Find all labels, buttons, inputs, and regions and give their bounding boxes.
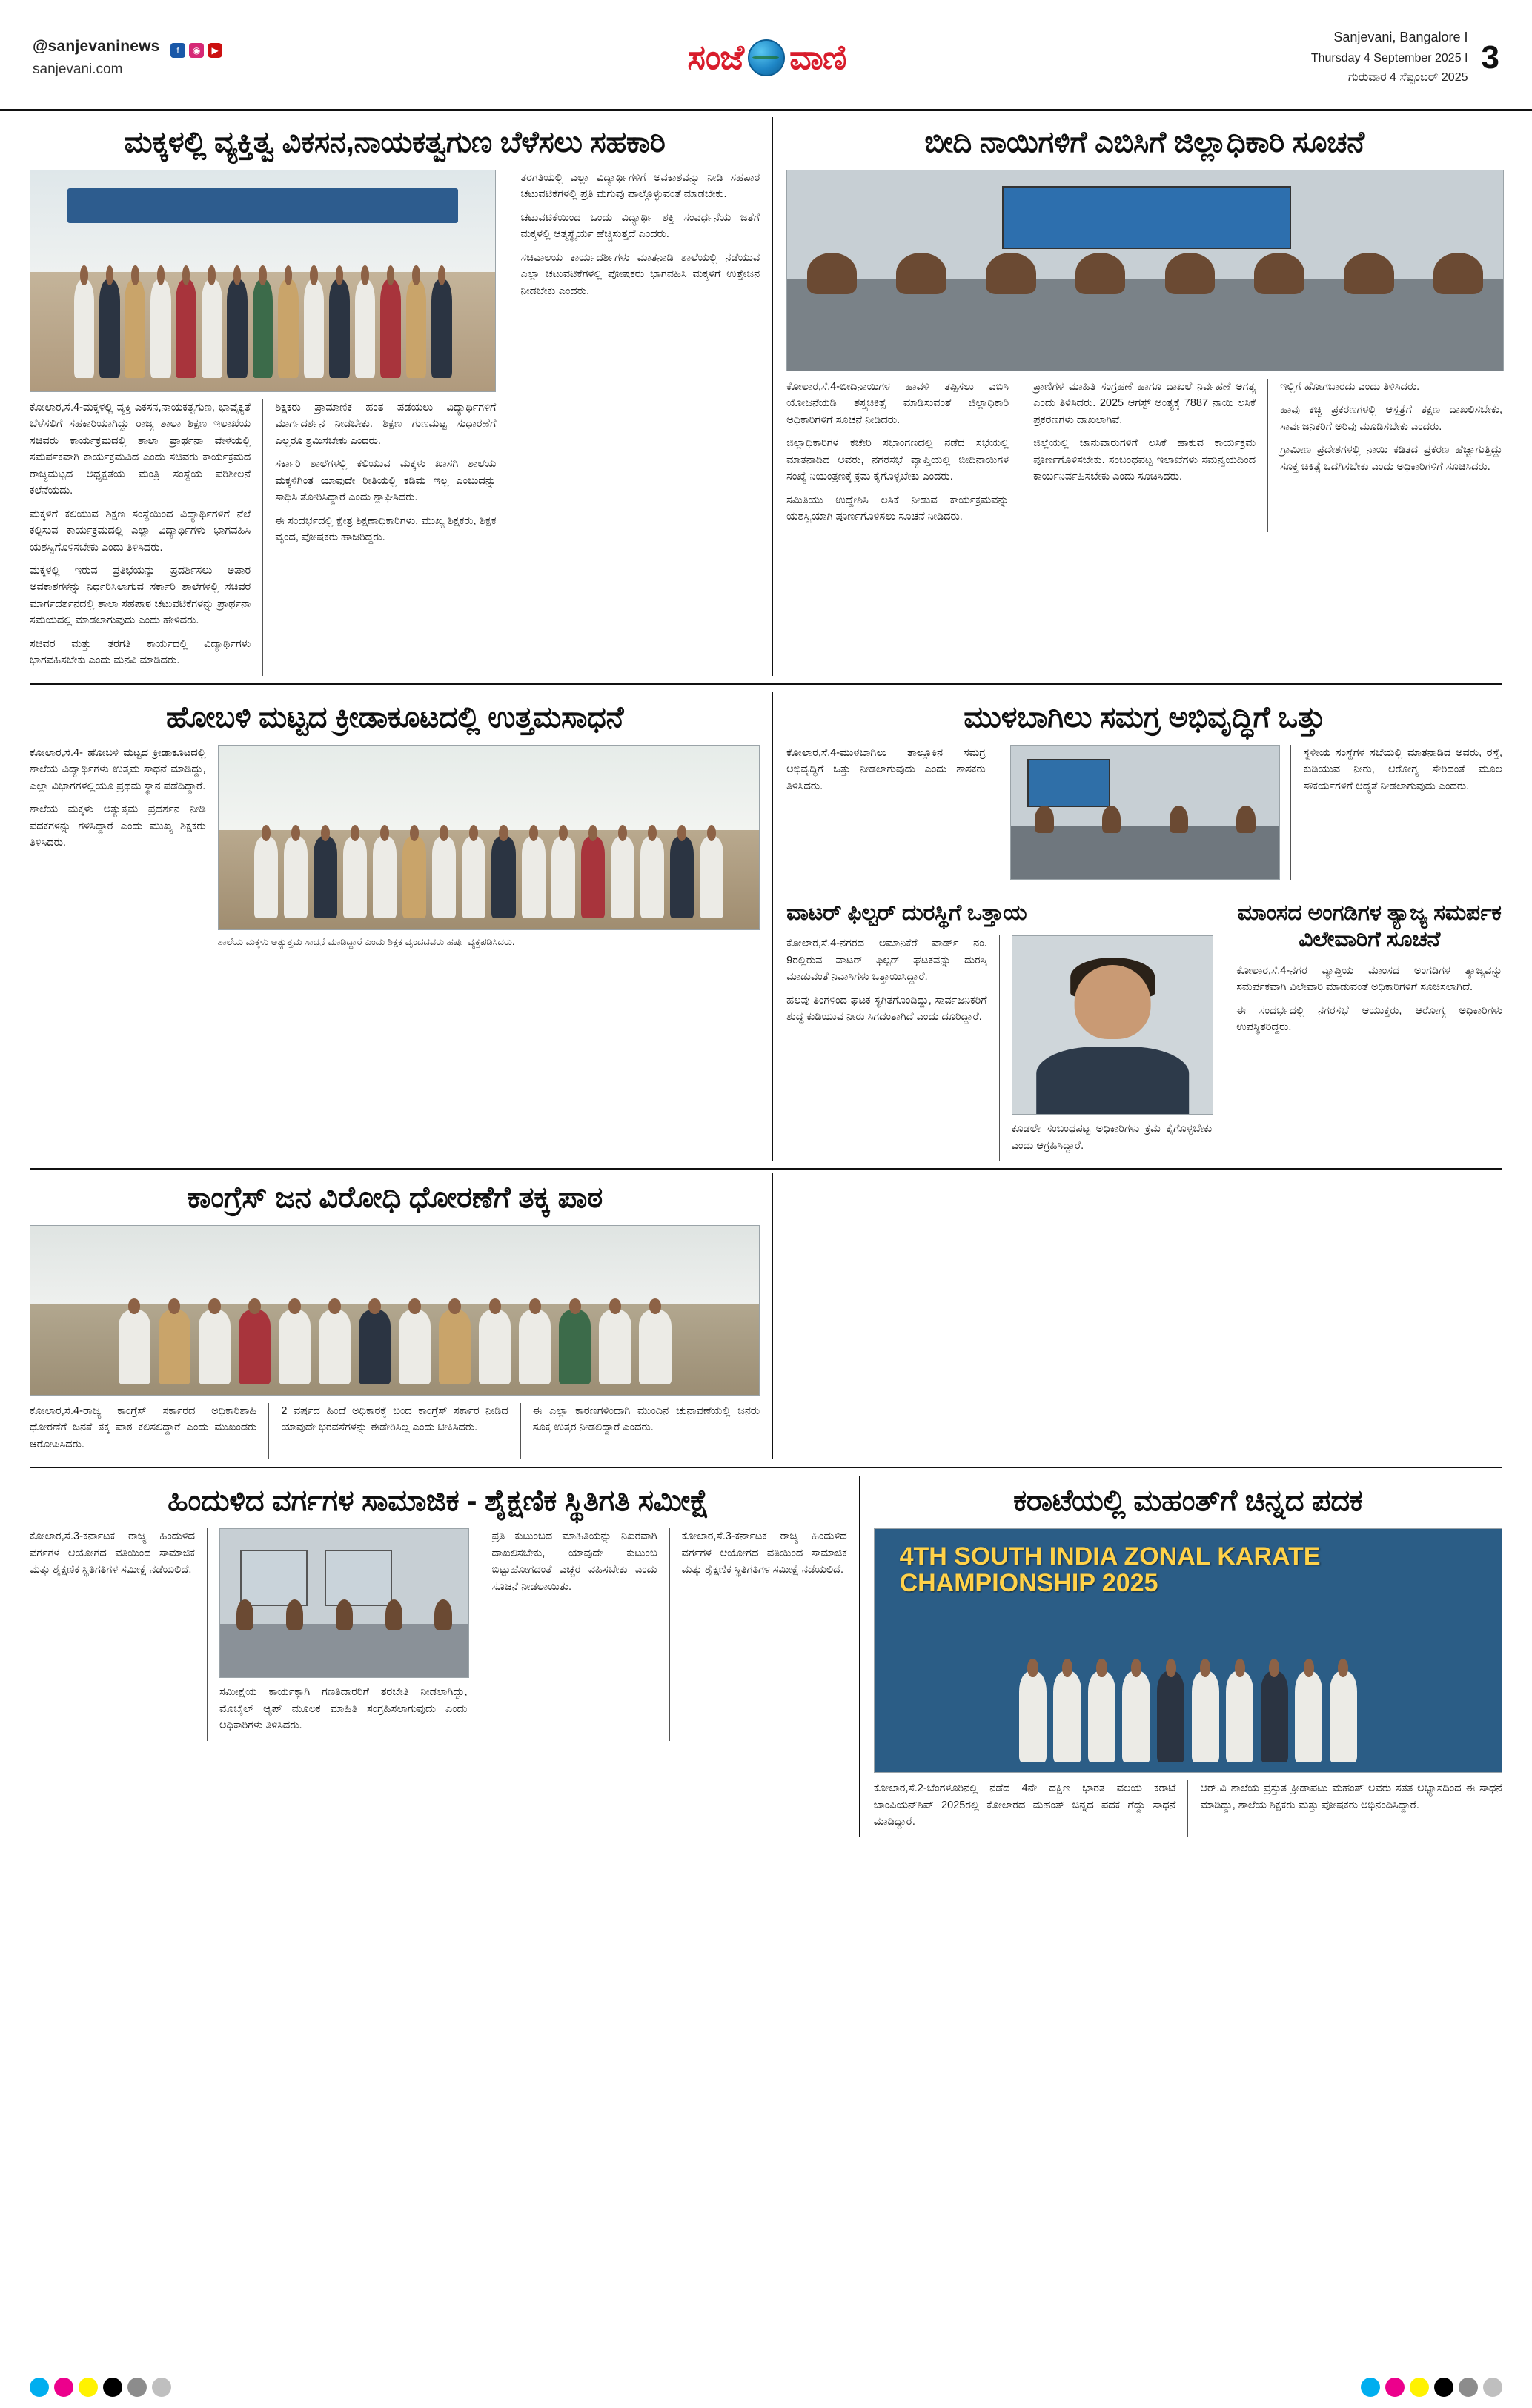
article-8-para: ಪ್ರತಿ ಕುಟುಂಬದ ಮಾಹಿತಿಯನ್ನು ನಿಖರವಾಗಿ ದಾಖಲಿಸಬೇಕು, ಯಾವುದೇ ಕುಟುಂಬ ಬಿಟ್ಟುಹೋಗದಂತೆ ಎಚ್ಚರ ವಹಿಸಬೇಕು ಎಂದು ಸೂಚನೆ ನೀಡಲಾಯಿತು. bbox=[491, 1530, 657, 1593]
article-2 bbox=[786, 117, 1502, 676]
website-url[interactable]: sanjevani.com bbox=[33, 62, 123, 78]
article-8-headline: ಹಿಂದುಳಿದ ವರ್ಗಗಳ ಸಾಮಾಜಿಕ - ಶೈಕ್ಷಣಿಕ ಸ್ಥಿತಿಗತಿ ಸಮೀಕ್ಷೆ bbox=[168, 1485, 709, 1518]
masthead bbox=[0, 0, 1532, 111]
masthead-right bbox=[1311, 27, 1499, 87]
article-5-para: 2 ವರ್ಷದ ಹಿಂದೆ ಅಧಿಕಾರಕ್ಕೆ ಬಂದ ಕಾಂಗ್ರೆಸ್ ಸರ್ಕಾರ ನೀಡಿದ ಯಾವುದೇ ಭರವಸೆಗಳನ್ನು ಈಡೇರಿಸಿಲ್ಲ ಎಂದು ಟೀಕಿಸಿದರು. bbox=[281, 1404, 508, 1434]
article-6-headline: ವಾಟರ್ ಫಿಲ್ಟರ್ ದುರಸ್ಥಿಗೆ ಒತ್ತಾಯ bbox=[786, 900, 1027, 925]
article-2-para: ಪ್ರಾಣಿಗಳ ಮಾಹಿತಿ ಸಂಗ್ರಹಣೆ ಹಾಗೂ ದಾಖಲೆ ನಿರ್ವಹಣೆ ಅಗತ್ಯ ಎಂದು ತಿಳಿಸಿದರು. 2025 ಆಗಸ್ಟ್ ಅಂತ್ಯಕ್ಕೆ 7887 ನಾಯಿ ಲಸಿಕೆ ಪ್ರಕರಣಗಳು ದಾಖಲಾಗಿವೆ. bbox=[1033, 380, 1256, 426]
article-2-para: ಗ್ರಾಮೀಣ ಪ್ರದೇಶಗಳಲ್ಲಿ ನಾಯಿ ಕಡಿತದ ಪ್ರಕರಣ ಹೆಚ್ಚಾಗುತ್ತಿದ್ದು ಸೂಕ್ತ ಚಿಕಿತ್ಸೆ ಒದಗಿಸಬೇಕು ಎಂದು ಅಧಿಕಾರಿಗಳಿಗೆ ಸೂಚಿಸಿದರು. bbox=[1280, 444, 1503, 473]
newspaper-logo bbox=[688, 37, 846, 79]
youtube-icon[interactable]: ▶ bbox=[208, 43, 222, 58]
article-8 bbox=[30, 1476, 860, 1837]
championship-banner-text: 4TH SOUTH INDIA ZONAL KARATE CHAMPIONSHIP 2025 bbox=[899, 1542, 1321, 1597]
article-4-para: ಸ್ಥಳೀಯ ಸಂಸ್ಥೆಗಳ ಸಭೆಯಲ್ಲಿ ಮಾತನಾಡಿದ ಅವರು, ರಸ್ತೆ, ಕುಡಿಯುವ ನೀರು, ಆರೋಗ್ಯ ಸೇರಿದಂತೆ ಮೂಲ ಸೌಕರ್ಯಗಳಿಗೆ ಆದ್ಯತೆ ನೀಡಲಾಗುವುದು ಎಂದರು. bbox=[1303, 746, 1502, 792]
article-1-para: ಮಕ್ಕಳಿಗೆ ಕಲಿಯುವ ಶಿಕ್ಷಣ ಸಂಸ್ಥೆಯಿಂದ ವಿದ್ಯಾರ್ಥಿಗಳಿಗೆ ನೆಲೆ ಕಲ್ಪಿಸುವ ಕಾರ್ಯಕ್ರಮದಲ್ಲಿ ಎಲ್ಲಾ ವಿದ್ಯಾರ್ಥಿಗಳು ಭಾಗವಹಿಸಿ ಯಶಸ್ವಿಗೊಳಿಸಬೇಕು ಎಂದು ತಿಳಿಸಿದರು. bbox=[30, 508, 251, 554]
article-5-para: ಈ ಎಲ್ಲಾ ಕಾರಣಗಳಿಂದಾಗಿ ಮುಂದಿನ ಚುನಾವಣೆಯಲ್ಲಿ ಜನರು ಸೂಕ್ತ ಉತ್ತರ ನೀಡಲಿದ್ದಾರೆ ಎಂದರು. bbox=[532, 1404, 760, 1434]
article-1-para: ಸಚಿವರ ಮತ್ತು ತರಗತಿ ಕಾರ್ಯದಲ್ಲಿ ವಿದ್ಯಾರ್ಥಿಗಳು ಭಾಗವಹಿಸಬೇಕು ಎಂದು ಮನವಿ ಮಾಡಿದರು. bbox=[30, 637, 251, 667]
article-1-para: ಸರ್ಕಾರಿ ಶಾಲೆಗಳಲ್ಲಿ ಕಲಿಯುವ ಮಕ್ಕಳು ಖಾಸಗಿ ಶಾಲೆಯ ಮಕ್ಕಳಿಗಿಂತ ಯಾವುದೇ ರೀತಿಯಲ್ಲಿ ಕಡಿಮೆ ಇಲ್ಲ ಎಂಬುದನ್ನು ಸಾಧಿಸಿ ತೋರಿಸಿದ್ದಾರೆ ಎಂದು ಶ್ಲಾಘಿಸಿದರು. bbox=[275, 458, 497, 504]
article-1-headline: ಮಕ್ಕಳಲ್ಲಿ ವ್ಯಕ್ತಿತ್ವ ವಿಕಸನ,ನಾಯಕತ್ವಗುಣ ಬೆಳೆಸಲು ಸಹಕಾರಿ bbox=[124, 126, 666, 159]
page-content bbox=[0, 117, 1532, 1837]
article-7-para: ಈ ಸಂದರ್ಭದಲ್ಲಿ ನಗರಸಭೆ ಆಯುಕ್ತರು, ಆರೋಗ್ಯ ಅಧಿಕಾರಿಗಳು ಉಪಸ್ಥಿತರಿದ್ದರು. bbox=[1236, 1004, 1502, 1034]
article-1-para: ಚಟುವಟಿಕೆಯಿಂದ ಒಂದು ವಿದ್ಯಾರ್ಥಿ ಶಕ್ತಿ ಸಂವರ್ಧನೆಯ ಜತೆಗೆ ಮಕ್ಕಳಲ್ಲಿ ಆತ್ಮಸ್ಥೈರ್ಯ ಹೆಚ್ಚಿಸುತ್ತದೆ ಎಂದರು. bbox=[520, 211, 760, 241]
article-1 bbox=[30, 117, 773, 676]
article-1-para: ತರಗತಿಯಲ್ಲಿ ಎಲ್ಲಾ ವಿದ್ಯಾರ್ಥಿಗಳಿಗೆ ಅವಕಾಶವನ್ನು ನೀಡಿ ಸಹಪಾಠ ಚಟುವಟಿಕೆಗಳಲ್ಲಿ ಪ್ರತಿ ಮಗುವು ಪಾಲ್ಗೊಳ್ಳುವಂತೆ ಮಾಡಬೇಕು. bbox=[520, 171, 760, 201]
article-6 bbox=[786, 892, 1212, 1161]
article-8-para: ಸಮೀಕ್ಷೆಯ ಕಾರ್ಯಕ್ಕಾಗಿ ಗಣತಿದಾರರಿಗೆ ತರಬೇತಿ ನೀಡಲಾಗಿದ್ದು, ಮೊಬೈಲ್ ಆ್ಯಪ್ ಮೂಲಕ ಮಾಹಿತಿ ಸಂಗ್ರಹಿಸಲಾಗುವುದು ಎಂದು ಅಧಿಕಾರಿಗಳು ತಿಳಿಸಿದರು. bbox=[219, 1686, 468, 1732]
article-9-para: ಕೋಲಾರ,ಸೆ.2-ಬೆಂಗಳೂರಿನಲ್ಲಿ ನಡೆದ 4ನೇ ದಕ್ಷಿಣ ಭಾರತ ವಲಯ ಕರಾಟೆ ಚಾಂಪಿಯನ್‌ಶಿಪ್ 2025ರಲ್ಲಿ ಕೋಲಾರದ ಮಹಂತ್ ಚಿನ್ನದ ಪದಕ ಗೆದ್ದು ಸಾಧನೆ ಮಾಡಿದ್ದಾರೆ. bbox=[873, 1782, 1176, 1828]
article-2-photo bbox=[786, 170, 1504, 371]
article-1-para: ಸಚಿವಾಲಯ ಕಾರ್ಯದರ್ಶಿಗಳು ಮಾತನಾಡಿ ಶಾಲೆಯಲ್ಲಿ ನಡೆಯುವ ಎಲ್ಲಾ ಚಟುವಟಿಕೆಗಳಲ್ಲಿ ಪೋಷಕರು ಭಾಗವಹಿಸಿ ಮಕ್ಕಳಿಗೆ ಉತ್ತೇಜನ ನೀಡಬೇಕು ಎಂದರು. bbox=[520, 251, 760, 297]
article-1-para: ಕೋಲಾರ,ಸೆ.4-ಮಕ್ಕಳಲ್ಲಿ ವ್ಯಕ್ತಿ ಎಕಸನ,ನಾಯಕತ್ವಗುಣ, ಭಾವೈಕ್ಯತೆ ಬೆಳೆಸಲಿಗೆ ಸಹಕಾರಿಯಾಗಿದ್ದು ರಾಜ್ಯ ಶಾಲಾ ಶಿಕ್ಷಣ ಇಲಾಖೆಯ ಸಚಿವರು ಕಾರ್ಯಕ್ರಮದಲ್ಲಿ ಶಾಲಾ ಪ್ರಾರ್ಥನಾ ವೇಳೆಯಲ್ಲಿ ಸಮರ್ಪಕವಾಗಿ ಕಾರ್ಯಕ್ರಮವಿದ ಎಂದು ಸಚಿವರು ಕಾರ್ಯಕ್ರಮದ ರಾಜ್ಯಮಟ್ಟದ ಅಧ್ಯಕ್ಷತೆಯ ಮಂತ್ರಿ ಸಂಸ್ಥೆಯ ಪರಿಶೀಲನೆ ಕಲೆನೆಯದು. bbox=[30, 401, 251, 497]
globe-icon bbox=[748, 39, 785, 76]
article-3-para: ಶಾಲೆಯ ಮಕ್ಕಳು ಅತ್ಯುತ್ತಮ ಪ್ರದರ್ಶನ ನೀಡಿ ಪದಕಗಳನ್ನು ಗಳಿಸಿದ್ದಾರೆ ಎಂದು ಮುಖ್ಯ ಶಿಕ್ಷಕರು ತಿಳಿಸಿದರು. bbox=[30, 803, 206, 849]
article-6-photo bbox=[1012, 935, 1214, 1115]
article-2-headline: ಬೀದಿ ನಾಯಿಗಳಿಗೆ ಎಬಿಸಿಗೆ ಜಿಲ್ಲಾಧಿಕಾರಿ ಸೂಚನೆ bbox=[924, 126, 1364, 159]
color-swatches-left bbox=[30, 2378, 171, 2397]
article-7-para: ಕೋಲಾರ,ಸೆ.4-ನಗರ ವ್ಯಾಪ್ತಿಯ ಮಾಂಸದ ಅಂಗಡಿಗಳ ತ್ಯಾಜ್ಯವನ್ನು ಸಮರ್ಪಕವಾಗಿ ವಿಲೇವಾರಿ ಮಾಡುವಂತೆ ಅಧಿಕಾರಿಗಳಿಗೆ ಸೂಚಿಸಲಾಗಿದೆ. bbox=[1236, 964, 1502, 994]
article-1-para: ಈ ಸಂದರ್ಭದಲ್ಲಿ ಕ್ಷೇತ್ರ ಶಿಕ್ಷಣಾಧಿಕಾರಿಗಳು, ಮುಖ್ಯ ಶಿಕ್ಷಕರು, ಶಿಕ್ಷಕ ವೃಂದ, ಪೋಷಕರು ಹಾಜರಿದ್ದರು. bbox=[275, 514, 497, 544]
article-3-headline: ಹೋಬಳಿ ಮಟ್ಟದ ಕ್ರೀಡಾಕೂಟದಲ್ಲಿ ಉತ್ತಮಸಾಧನೆ bbox=[166, 700, 624, 734]
article-2-para: ಕೋಲಾರ,ಸೆ.4-ಬೀದಿನಾಯಿಗಳ ಹಾವಳಿ ತಪ್ಪಿಸಲು ಎಬಿಸಿ ಯೋಜನೆಯಡಿ ಶಸ್ತ್ರಚಿಕಿತ್ಸೆ ಮಾಡಿಸುವಂತೆ ಜಿಲ್ಲಾಧಿಕಾರಿ ಅಧಿಕಾರಿಗಳಿಗೆ ಸೂಚನೆ ನೀಡಿದರು. bbox=[786, 380, 1009, 426]
social-icon-group[interactable] bbox=[170, 43, 222, 58]
date-english: Thursday 4 September 2025 I bbox=[1310, 51, 1468, 64]
article-4-para: ಕೋಲಾರ,ಸೆ.4-ಮುಳಬಾಗಿಲು ತಾಲ್ಲೂಕಿನ ಸಮಗ್ರ ಅಭಿವೃದ್ಧಿಗೆ ಒತ್ತು ನೀಡಲಾಗುವುದು ಎಂದು ಶಾಸಕರು ತಿಳಿಸಿದರು. bbox=[786, 746, 986, 792]
article-7-headline: ಮಾಂಸದ ಅಂಗಡಿಗಳ ತ್ಯಾಜ್ಯ ಸಮರ್ಪಕ ವಿಲೇವಾರಿಗೆ ಸೂಚನೆ bbox=[1237, 900, 1502, 952]
article-4 bbox=[786, 692, 1502, 1161]
edition-label: Sanjevani, Bangalore I bbox=[1333, 30, 1468, 45]
logo-text-left: ಸಂಜೆ bbox=[687, 37, 744, 76]
article-5-para: ಕೋಲಾರ,ಸೆ.4-ರಾಜ್ಯ ಕಾಂಗ್ರೆಸ್ ಸರ್ಕಾರದ ಅಧಿಕಾರಿಶಾಹಿ ಧೋರಣೆಗೆ ಜನತೆ ತಕ್ಕ ಪಾಠ ಕಲಿಸಲಿದ್ದಾರೆ ಎಂದು ಮುಖಂಡರು ಆರೋಪಿಸಿದರು. bbox=[30, 1404, 257, 1450]
article-1-para: ಶಿಕ್ಷಕರು ಪ್ರಾಮಾಣಿಕ ಹಂತ ಪಡೆಯಲು ವಿದ್ಯಾರ್ಥಿಗಳಿಗೆ ಮಾರ್ಗದರ್ಶನ ನೀಡಬೇಕು. ಶಿಕ್ಷಣ ಗುಣಮಟ್ಟ ಸುಧಾರಣೆಗೆ ಎಲ್ಲರೂ ಶ್ರಮಿಸಬೇಕು ಎಂದರು. bbox=[275, 401, 497, 447]
article-9 bbox=[874, 1476, 1502, 1837]
article-8-para: ಕೋಲಾರ,ಸೆ.3-ಕರ್ನಾಟಕ ರಾಜ್ಯ ಹಿಂದುಳಿದ ವರ್ಗಗಳ ಆಯೋಗದ ವತಿಯಿಂದ ಸಾಮಾಜಿಕ ಮತ್ತು ಶೈಕ್ಷಣಿಕ ಸ್ಥಿತಿಗತಿಗಳ ಸಮೀಕ್ಷೆ ನಡೆಯಲಿದೆ. bbox=[30, 1530, 196, 1576]
masthead-left bbox=[33, 35, 222, 81]
article-8-para: ಕೋಲಾರ,ಸೆ.3-ಕರ್ನಾಟಕ ರಾಜ್ಯ ಹಿಂದುಳಿದ ವರ್ಗಗಳ ಆಯೋಗದ ವತಿಯಿಂದ ಸಾಮಾಜಿಕ ಮತ್ತು ಶೈಕ್ಷಣಿಕ ಸ್ಥಿತಿಗತಿಗಳ ಸಮೀಕ್ಷೆ ನಡೆಯಲಿದೆ. bbox=[681, 1530, 847, 1576]
article-1-photo bbox=[30, 170, 496, 392]
article-3-photo bbox=[218, 745, 760, 930]
article-8-photo bbox=[219, 1528, 469, 1678]
article-5 bbox=[30, 1173, 773, 1459]
instagram-icon[interactable]: ◉ bbox=[189, 43, 204, 58]
article-2-para: ಜಿಲ್ಲೆಯಲ್ಲಿ ಜಾನುವಾರುಗಳಿಗೆ ಲಸಿಕೆ ಹಾಕುವ ಕಾರ್ಯಕ್ರಮ ಪೂರ್ಣಗೊಳಿಸಬೇಕು. ಸಂಬಂಧಪಟ್ಟ ಇಲಾಖೆಗಳು ಸಮನ್ವಯದಿಂದ ಕಾರ್ಯನಿರ್ವಹಿಸಬೇಕು ಎಂದು ಸೂಚಿಸಿದರು. bbox=[1033, 437, 1256, 483]
article-3 bbox=[30, 692, 773, 1161]
logo-text-right: ವಾಣಿ bbox=[789, 37, 846, 76]
article-4-photo bbox=[1010, 745, 1281, 880]
article-5-photo bbox=[30, 1225, 760, 1396]
article-3-caption: ಶಾಲೆಯ ಮಕ್ಕಳು ಅತ್ಯುತ್ತಮ ಸಾಧನೆ ಮಾಡಿದ್ದಾರೆ ಎಂದು ಶಿಕ್ಷಕ ವೃಂದದವರು ಹರ್ಷ ವ್ಯಕ್ತಪಡಿಸಿದರು. bbox=[217, 935, 515, 947]
article-9-para: ಆರ್.ವಿ ಶಾಲೆಯ ಪ್ರಸ್ತುತ ಕ್ರೀಡಾಪಟು ಮಹಂತ್ ಅವರು ಸತತ ಅಭ್ಯಾಸದಿಂದ ಈ ಸಾಧನೆ ಮಾಡಿದ್ದು, ಶಾಲೆಯ ಶಿಕ್ಷಕರು ಮತ್ತು ಪೋಷಕರು ಅಭಿನಂದಿಸಿದ್ದಾರೆ. bbox=[1200, 1782, 1503, 1811]
article-2-para: ಇಲ್ಲಿಗೆ ಹೋಗಬಾರದು ಎಂದು ತಿಳಿಸಿದರು. bbox=[1280, 380, 1420, 393]
article-3-para: ಕೋಲಾರ,ಸೆ.4- ಹೋಬಳಿ ಮಟ್ಟದ ಕ್ರೀಡಾಕೂಟದಲ್ಲಿ ಶಾಲೆಯ ವಿದ್ಯಾರ್ಥಿಗಳು ಉತ್ತಮ ಸಾಧನೆ ಮಾಡಿದ್ದು, ಎಲ್ಲಾ ವಿಭಾಗಗಳಲ್ಲಿಯೂ ಪ್ರಥಮ ಸ್ಥಾನ ಪಡೆದಿದ್ದಾರೆ. bbox=[30, 746, 206, 792]
right-column-filler bbox=[786, 1173, 1502, 1459]
date-kannada: ಗುರುವಾರ 4 ಸೆಪ್ಟಂಬರ್ 2025 bbox=[1347, 71, 1468, 84]
color-swatches-right bbox=[1361, 2378, 1502, 2397]
article-6-para: ಕೂಡಲೇ ಸಂಬಂಧಪಟ್ಟ ಅಧಿಕಾರಿಗಳು ಕ್ರಮ ಕೈಗೊಳ್ಳಬೇಕು ಎಂದು ಆಗ್ರಹಿಸಿದ್ದಾರೆ. bbox=[1011, 1123, 1213, 1152]
article-4-headline: ಮುಳಬಾಗಿಲು ಸಮಗ್ರ ಅಭಿವೃದ್ಧಿಗೆ ಒತ್ತು bbox=[964, 700, 1325, 734]
social-handle: @sanjevaninews bbox=[33, 37, 160, 55]
article-9-headline: ಕರಾಟೆಯಲ್ಲಿ ಮಹಂತ್‌ಗೆ ಚಿನ್ನದ ಪದಕ bbox=[1013, 1485, 1363, 1518]
article-2-para: ಜಿಲ್ಲಾಧಿಕಾರಿಗಳ ಕಚೇರಿ ಸಭಾಂಗಣದಲ್ಲಿ ನಡೆದ ಸಭೆಯಲ್ಲಿ ಮಾತನಾಡಿದ ಅವರು, ನಗರಸಭೆ ವ್ಯಾಪ್ತಿಯಲ್ಲಿ ಬೀದಿನಾಯಿಗಳ ಸಂಖ್ಯೆ ನಿಯಂತ್ರಣಕ್ಕೆ ಕ್ರಮ ಕೈಗೊಳ್ಳಬೇಕು ಎಂದರು. bbox=[786, 437, 1009, 483]
article-6-para: ಕೋಲಾರ,ಸೆ.4-ನಗರದ ಅಮಾನಿಕೆರೆ ವಾರ್ಡ್ ನಂ. 9ರಲ್ಲಿರುವ ವಾಟರ್ ಫಿಲ್ಟರ್ ಘಟಕವನ್ನು ದುರಸ್ತಿ ಮಾಡುವಂತೆ ನಿವಾಸಿಗಳು ಒತ್ತಾಯಿಸಿದ್ದಾರೆ. bbox=[786, 938, 987, 984]
article-5-headline: ಕಾಂಗ್ರೆಸ್ ಜನ ವಿರೋಧಿ ಧೋರಣೆಗೆ ತಕ್ಕ ಪಾಠ bbox=[187, 1181, 603, 1215]
article-7 bbox=[1224, 892, 1502, 1161]
article-2-para: ಹಾವು ಕಚ್ಚಿ ಪ್ರಕರಣಗಳಲ್ಲಿ ಆಸ್ಪತ್ರೆಗೆ ತಕ್ಷಣ ದಾಖಲಿಸಬೇಕು, ಸಾರ್ವಜನಿಕರಿಗೆ ಅರಿವು ಮೂಡಿಸಬೇಕು ಎಂದರು. bbox=[1280, 404, 1503, 433]
page-number: 3 bbox=[1481, 39, 1499, 76]
article-6-para: ಹಲವು ತಿಂಗಳಿಂದ ಘಟಕ ಸ್ಥಗಿತಗೊಂಡಿದ್ದು, ಸಾರ್ವಜನಿಕರಿಗೆ ಶುದ್ಧ ಕುಡಿಯುವ ನೀರು ಸಿಗದಂತಾಗಿದೆ ಎಂದು ದೂರಿದ್ದಾರೆ. bbox=[786, 994, 987, 1024]
print-registration-bar bbox=[0, 2366, 1532, 2408]
article-1-para: ಮಕ್ಕಳಲ್ಲಿ ಇರುವ ಪ್ರತಿಭೆಯನ್ನು ಪ್ರದರ್ಶಿಸಲು ಅಪಾರ ಅವಕಾಶಗಳನ್ನು ನಿರ್ಧರಿಸಿಲಾಗುವ ಸರ್ಕಾರಿ ಶಾಲೆಗಳಲ್ಲಿ ಸಚಿವರ ಮಾರ್ಗದರ್ಶನದಲ್ಲಿ ಶಾಲಾ ಸಹಪಾಠ ಚಟುವಟಿಕೆಗಳನ್ನು ಪ್ರಾರ್ಥನಾ ಸಮಯದಲ್ಲಿ ಮಾಡಲಾಗುವುದು ಎಂದು ಹೇಳಿದರು. bbox=[30, 565, 251, 627]
article-9-photo bbox=[874, 1528, 1502, 1773]
article-2-para: ಸಮಿತಿಯು ಉದ್ದೇಶಿಸಿ ಲಸಿಕೆ ನೀಡುವ ಕಾರ್ಯಕ್ರಮವನ್ನು ಯಶಸ್ವಿಯಾಗಿ ಪೂರ್ಣಗೊಳಿಸಲು ಸೂಚನೆ ನೀಡಿದರು. bbox=[786, 494, 1009, 523]
facebook-icon[interactable]: f bbox=[170, 43, 185, 58]
